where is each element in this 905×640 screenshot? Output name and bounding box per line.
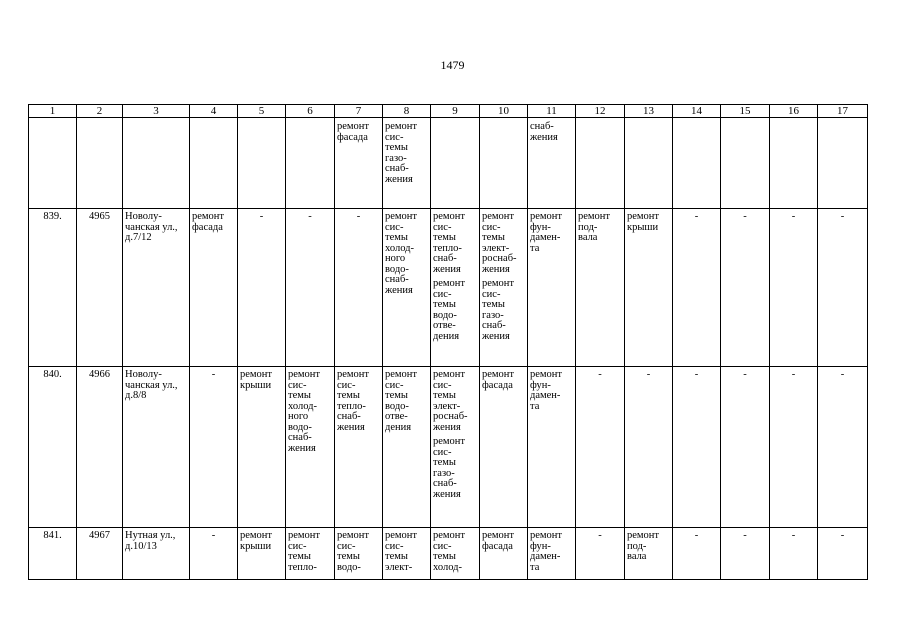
cell-line: снаб- — [385, 163, 409, 174]
cell-line: сис- — [385, 131, 404, 143]
cell-line: темы — [482, 299, 505, 310]
cell-line: ремонт — [482, 278, 515, 289]
cell-line: элект- — [385, 561, 413, 573]
column-header: 1 — [29, 105, 77, 118]
cell-line: жения — [433, 263, 461, 275]
cell-line: сис- — [385, 379, 404, 391]
cell-line: ремонт — [578, 211, 611, 222]
cell-line: Новолу- — [125, 211, 162, 222]
repair-work-item — [337, 122, 380, 143]
cell-line: Новолу- — [125, 369, 162, 380]
cell-line: фун- — [530, 540, 551, 552]
repair-work-cell — [528, 209, 576, 367]
cell-line: сис- — [433, 379, 452, 391]
repair-work-item — [288, 531, 332, 573]
cell-line: темы — [288, 551, 311, 562]
empty-work-cell: - — [286, 209, 335, 367]
cell-line: сис- — [482, 221, 501, 233]
column-header: 10 — [480, 105, 528, 118]
repair-work-cell — [190, 118, 238, 209]
repair-work-item — [433, 279, 477, 342]
cell-line: жения — [385, 284, 413, 296]
cell-line: ремонт — [482, 369, 515, 380]
building-address — [123, 528, 190, 580]
column-header: 16 — [770, 105, 818, 118]
repair-work-cell — [528, 367, 576, 528]
repair-work-cell — [383, 209, 431, 367]
column-header: 11 — [528, 105, 576, 118]
cell-line: ремонт — [192, 211, 225, 222]
repair-work-cell — [431, 209, 480, 367]
cell-line: дения — [433, 330, 460, 342]
cell-line: сис- — [288, 540, 307, 552]
repair-work-item — [530, 531, 573, 573]
cell-line: сис- — [433, 540, 452, 552]
cell-line: снаб- — [288, 432, 312, 443]
cell-line: водо- — [385, 263, 409, 275]
cell-line: ремонт — [288, 369, 321, 380]
repair-work-cell — [286, 118, 335, 209]
cell-line: ремонт — [240, 369, 273, 380]
cell-line: темы — [433, 457, 456, 468]
cell-line: сис- — [288, 379, 307, 391]
cell-line: водо- — [337, 561, 361, 573]
repair-work-cell — [528, 118, 576, 209]
cell-line: дения — [385, 421, 412, 433]
cell-line: ремонт — [530, 211, 563, 222]
column-header: 4 — [190, 105, 238, 118]
repair-work-cell — [431, 118, 480, 209]
cell-line: ремонт — [627, 211, 660, 222]
empty-work-cell: - — [190, 367, 238, 528]
column-header: 6 — [286, 105, 335, 118]
cell-line: темы — [385, 390, 408, 401]
cell-line: под- — [627, 540, 647, 552]
cell-line: жения — [530, 131, 558, 143]
column-header: 5 — [238, 105, 286, 118]
cell-line: жения — [482, 263, 510, 275]
cell-line: чанская ул., — [125, 221, 178, 233]
cell-line: дамен- — [530, 232, 561, 243]
column-header: 15 — [721, 105, 770, 118]
cell-line: газо- — [385, 152, 407, 164]
cell-line: под- — [578, 221, 598, 233]
cell-line: ремонт — [433, 211, 466, 222]
cell-line: жения — [385, 173, 413, 185]
empty-work-cell: - — [673, 209, 721, 367]
repair-work-cell — [286, 528, 335, 580]
cell-line: элект- — [433, 400, 461, 412]
empty-work-cell: - — [673, 367, 721, 528]
column-header: 13 — [625, 105, 673, 118]
building-address — [123, 118, 190, 209]
cell-line: темы — [385, 142, 408, 153]
repair-work-cell — [238, 528, 286, 580]
cell-line: роснаб- — [482, 253, 517, 264]
cell-line: темы — [433, 390, 456, 401]
cell-line: ремонт — [530, 530, 563, 541]
empty-work-cell: - — [625, 367, 673, 528]
row-number: 841. — [29, 528, 77, 580]
building-id — [77, 118, 123, 209]
repair-work-cell — [770, 118, 818, 209]
repair-work-item — [482, 279, 525, 342]
column-header: 7 — [335, 105, 383, 118]
cell-line: жения — [482, 330, 510, 342]
cell-line: жения — [433, 488, 461, 500]
cell-line: водо- — [385, 400, 409, 412]
repair-work-item — [337, 531, 380, 573]
cell-line: сис- — [433, 221, 452, 233]
empty-work-cell: - — [576, 528, 625, 580]
cell-line: холод- — [288, 400, 317, 412]
cell-line: ремонт — [482, 530, 515, 541]
repair-work-cell — [335, 367, 383, 528]
repair-work-cell — [576, 209, 625, 367]
cell-line: ремонт — [433, 436, 466, 447]
cell-line: сис- — [482, 288, 501, 300]
cell-line: ремонт — [288, 530, 321, 541]
building-address — [123, 367, 190, 528]
cell-line: темы — [385, 551, 408, 562]
building-id: 4965 — [77, 209, 123, 367]
table-body — [29, 118, 868, 580]
repair-work-item — [385, 212, 428, 296]
column-header: 8 — [383, 105, 431, 118]
empty-work-cell: - — [818, 528, 868, 580]
cell-line: фун- — [530, 221, 551, 233]
cell-line: жения — [337, 421, 365, 433]
repair-work-item — [337, 370, 380, 433]
repair-work-cell — [335, 528, 383, 580]
cell-line: фасада — [482, 540, 513, 552]
repair-work-item — [385, 122, 428, 185]
cell-line: сис- — [337, 379, 356, 391]
cell-line: фасада — [482, 379, 513, 391]
cell-line: дамен- — [530, 551, 561, 562]
cell-line: фасада — [192, 221, 223, 233]
cell-line: снаб- — [385, 274, 409, 285]
cell-line: темы — [433, 299, 456, 310]
empty-work-cell: - — [770, 367, 818, 528]
repair-work-item — [627, 531, 670, 563]
cell-line: темы — [337, 551, 360, 562]
empty-work-cell: - — [818, 209, 868, 367]
page-number: 1479 — [440, 58, 465, 72]
cell-line: фасада — [337, 131, 368, 143]
building-address — [123, 209, 190, 367]
cell-line: тепло- — [337, 400, 366, 412]
cell-line: сис- — [433, 288, 452, 300]
cell-line: ремонт — [385, 121, 418, 132]
cell-line: ремонт — [385, 211, 418, 222]
cell-line: д.8/8 — [125, 390, 147, 401]
cell-line: роснаб- — [433, 411, 468, 422]
cell-line: темы — [337, 390, 360, 401]
cell-line: крыши — [240, 540, 272, 552]
building-id: 4966 — [77, 367, 123, 528]
table-row — [29, 528, 868, 580]
cell-line: газо- — [482, 309, 504, 321]
repair-work-item — [433, 531, 477, 573]
cell-line: д.7/12 — [125, 232, 152, 243]
cell-line: чанская ул., — [125, 379, 178, 391]
repair-work-item — [530, 212, 573, 254]
repair-work-item — [192, 212, 235, 233]
repair-work-cell — [625, 528, 673, 580]
row-number — [29, 118, 77, 209]
cell-line: темы — [482, 232, 505, 243]
cell-line: сис- — [385, 221, 404, 233]
repair-work-item — [288, 370, 332, 454]
cell-line: ремонт — [337, 369, 370, 380]
repair-schedule-table — [28, 104, 868, 580]
cell-line: ремонт — [385, 369, 418, 380]
column-header: 17 — [818, 105, 868, 118]
cell-line: крыши — [627, 221, 659, 233]
cell-line: отве- — [385, 411, 408, 422]
cell-line: водо- — [433, 309, 457, 321]
cell-line: ремонт — [433, 278, 466, 289]
cell-line: та — [530, 561, 540, 573]
empty-work-cell: - — [190, 528, 238, 580]
repair-work-cell — [190, 209, 238, 367]
cell-line: отве- — [433, 320, 456, 331]
repair-work-cell — [721, 118, 770, 209]
cell-line: темы — [433, 232, 456, 243]
cell-line: снаб- — [482, 320, 506, 331]
empty-work-cell: - — [238, 209, 286, 367]
table-row — [29, 118, 868, 209]
cell-line: та — [530, 400, 540, 412]
cell-line: дамен- — [530, 390, 561, 401]
cell-line: ного — [288, 411, 309, 422]
row-number: 839. — [29, 209, 77, 367]
cell-line: крыши — [240, 379, 272, 391]
repair-work-item — [433, 370, 477, 433]
empty-work-cell: - — [770, 209, 818, 367]
cell-line: холод- — [385, 242, 414, 254]
column-header: 9 — [431, 105, 480, 118]
cell-line: сис- — [385, 540, 404, 552]
cell-line: жения — [433, 421, 461, 433]
repair-work-cell — [625, 209, 673, 367]
empty-work-cell: - — [673, 528, 721, 580]
repair-work-cell — [480, 528, 528, 580]
repair-work-cell — [383, 528, 431, 580]
cell-line: снаб- — [433, 478, 457, 489]
column-header: 3 — [123, 105, 190, 118]
repair-work-item — [627, 212, 670, 233]
repair-work-item — [482, 370, 525, 391]
cell-line: ремонт — [337, 530, 370, 541]
repair-work-item — [433, 212, 477, 275]
repair-work-item — [530, 370, 573, 412]
column-number-header-row — [29, 105, 868, 118]
repair-work-cell — [673, 118, 721, 209]
column-header: 2 — [77, 105, 123, 118]
cell-line: ремонт — [530, 369, 563, 380]
repair-work-cell — [431, 367, 480, 528]
cell-line: снаб- — [530, 121, 554, 132]
empty-work-cell: - — [721, 528, 770, 580]
empty-work-cell: - — [770, 528, 818, 580]
cell-line: тепло- — [288, 561, 317, 573]
cell-line: темы — [288, 390, 311, 401]
row-number: 840. — [29, 367, 77, 528]
repair-work-cell — [480, 367, 528, 528]
repair-work-cell — [528, 528, 576, 580]
building-id: 4967 — [77, 528, 123, 580]
cell-line: тепло- — [433, 242, 462, 254]
repair-work-item — [385, 370, 428, 433]
table-row — [29, 367, 868, 528]
repair-work-cell — [625, 118, 673, 209]
empty-work-cell: - — [721, 367, 770, 528]
column-header: 12 — [576, 105, 625, 118]
cell-line: снаб- — [433, 253, 457, 264]
repair-work-cell — [480, 209, 528, 367]
cell-line: Нутная ул., — [125, 530, 176, 541]
repair-work-cell — [383, 367, 431, 528]
cell-line: темы — [385, 232, 408, 243]
repair-work-cell — [818, 118, 868, 209]
repair-work-item — [385, 531, 428, 573]
repair-work-item — [482, 212, 525, 275]
cell-line: холод- — [433, 561, 462, 573]
cell-line: вала — [627, 551, 647, 562]
cell-line: ремонт — [433, 369, 466, 380]
cell-line: темы — [433, 551, 456, 562]
cell-line: элект- — [482, 242, 510, 254]
cell-line: та — [530, 242, 540, 254]
cell-line: снаб- — [337, 411, 361, 422]
cell-line: д.10/13 — [125, 540, 157, 552]
empty-work-cell: - — [576, 367, 625, 528]
cell-line: вала — [578, 232, 598, 243]
repair-work-cell — [576, 118, 625, 209]
column-header: 14 — [673, 105, 721, 118]
cell-line: фун- — [530, 379, 551, 391]
cell-line: водо- — [288, 421, 312, 433]
repair-work-item — [240, 531, 283, 552]
cell-line: ремонт — [482, 211, 515, 222]
repair-work-cell — [238, 118, 286, 209]
repair-work-cell — [286, 367, 335, 528]
repair-work-item — [482, 531, 525, 552]
repair-work-cell — [480, 118, 528, 209]
repair-work-cell — [383, 118, 431, 209]
empty-work-cell: - — [721, 209, 770, 367]
cell-line: ремонт — [240, 530, 273, 541]
cell-line: ного — [385, 253, 406, 264]
repair-work-item — [433, 437, 477, 500]
repair-work-cell — [238, 367, 286, 528]
cell-line: ремонт — [433, 530, 466, 541]
empty-work-cell: - — [818, 367, 868, 528]
repair-work-cell — [335, 118, 383, 209]
cell-line: ремонт — [385, 530, 418, 541]
cell-line: сис- — [433, 446, 452, 458]
cell-line: сис- — [337, 540, 356, 552]
repair-work-item — [240, 370, 283, 391]
empty-work-cell: - — [335, 209, 383, 367]
cell-line: жения — [288, 442, 316, 454]
repair-work-item — [530, 122, 573, 143]
table-row — [29, 209, 868, 367]
cell-line: ремонт — [337, 121, 370, 132]
cell-line: газо- — [433, 467, 455, 479]
repair-work-cell — [431, 528, 480, 580]
repair-work-item — [578, 212, 622, 244]
cell-line: ремонт — [627, 530, 660, 541]
